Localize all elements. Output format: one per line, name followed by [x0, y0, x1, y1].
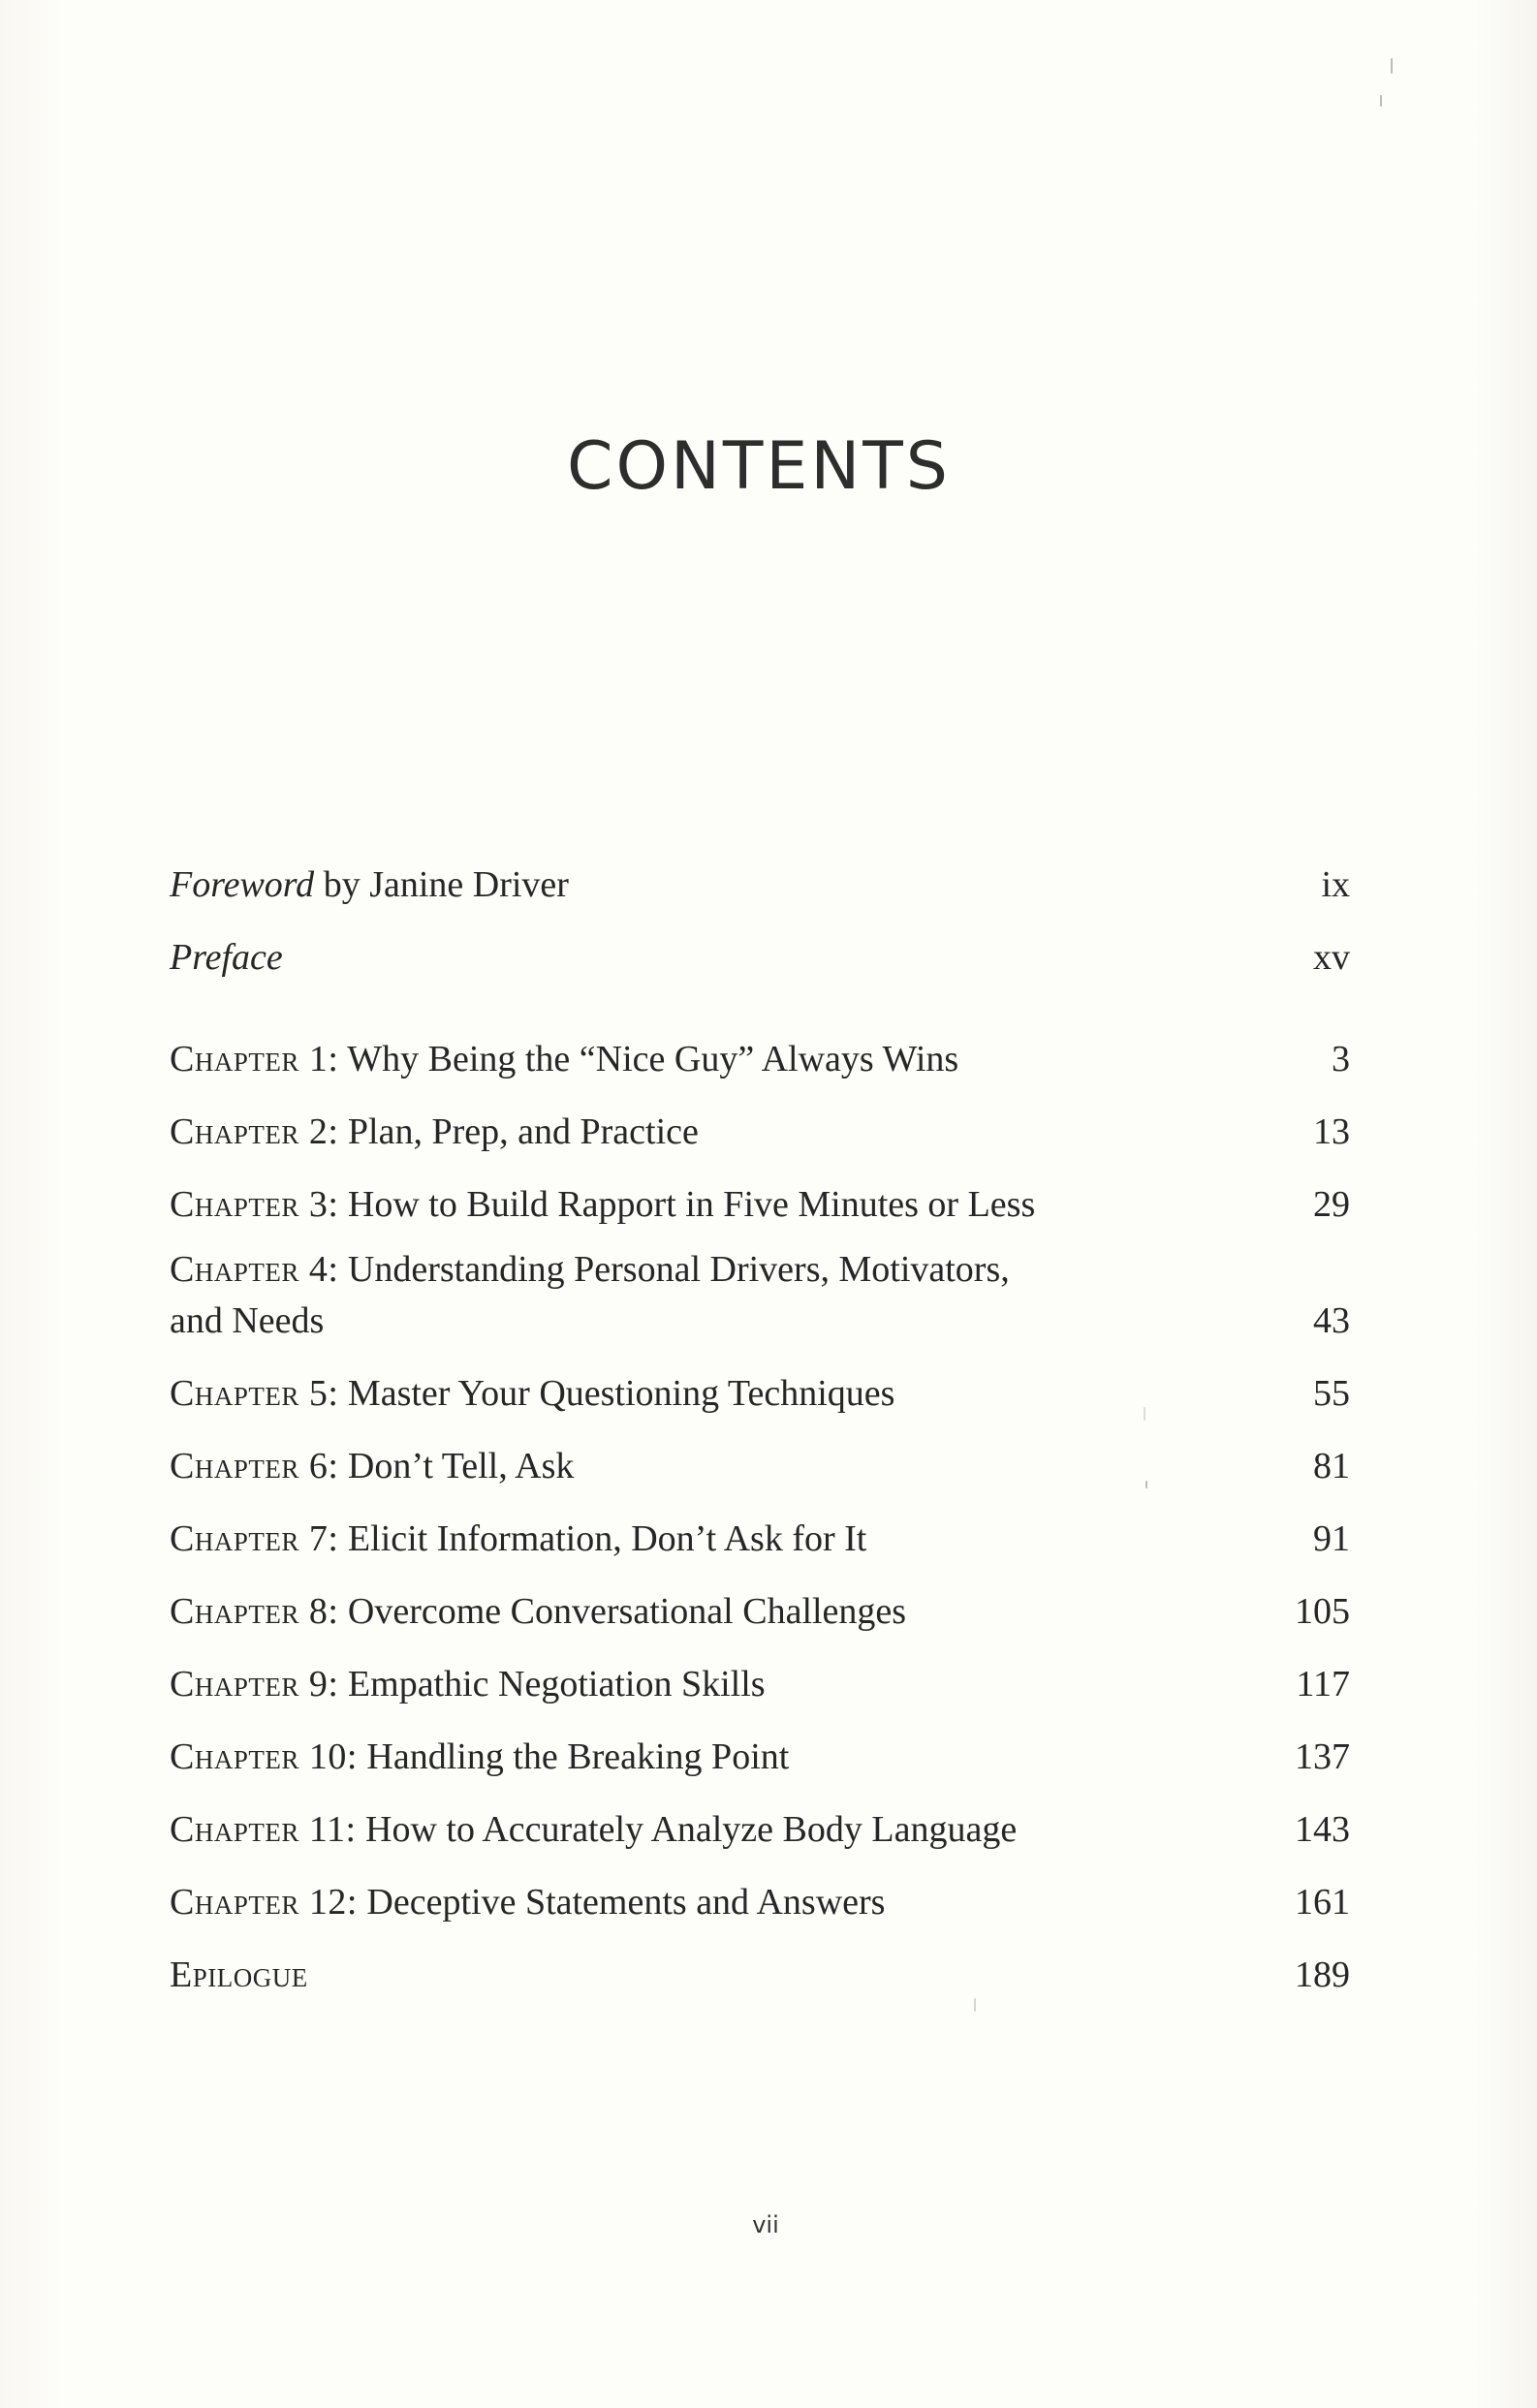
chapter-title: Handling the Breaking Point [357, 1736, 790, 1777]
page-number: 13 [1313, 1111, 1350, 1152]
chapter-prefix: Chapter 12: [170, 1882, 358, 1923]
chapter-title: Why Being the “Nice Guy” Always Wins [338, 1039, 959, 1079]
entry-label [170, 1659, 766, 1710]
page-number: 43 [1313, 1300, 1350, 1342]
chapter-prefix: Chapter 9: [170, 1664, 339, 1704]
entry-label [170, 1179, 1035, 1231]
entry-label [170, 1732, 789, 1783]
page-number: xv [1313, 937, 1350, 978]
entry-label [170, 1034, 958, 1085]
entry-label [170, 1244, 1010, 1347]
toc-entry-chapter-8[interactable] [170, 1586, 1350, 1638]
scan-artifact [974, 1998, 976, 2012]
chapter-prefix: Chapter 2: [170, 1111, 339, 1152]
entry-label [170, 1877, 885, 1928]
chapter-title: How to Accurately Analyze Body Language [356, 1809, 1018, 1850]
page-number: 81 [1313, 1446, 1350, 1486]
entry-label [170, 1441, 574, 1492]
page-title: CONTENTS [567, 428, 951, 505]
chapter-prefix: Chapter 11: [170, 1809, 357, 1850]
page-number: 29 [1313, 1184, 1350, 1225]
toc-entry-chapter-5[interactable] [170, 1368, 1350, 1420]
scan-artifact [1144, 1407, 1145, 1421]
entry-label [170, 1804, 1017, 1856]
entry-label: Epilogue [170, 1955, 308, 1995]
entry-label [170, 860, 569, 911]
entry-label [170, 1107, 699, 1158]
chapter-prefix: Chapter 3: [170, 1184, 339, 1225]
page-number: 189 [1295, 1955, 1350, 1995]
chapter-title: Don’t Tell, Ask [338, 1446, 575, 1486]
chapter-title: Deceptive Statements and Answers [357, 1882, 886, 1923]
toc-entry-chapter-9[interactable] [170, 1659, 1350, 1710]
toc-entry-chapter-2[interactable] [170, 1107, 1350, 1158]
chapter-title: How to Build Rapport in Five Minutes or Less [338, 1184, 1036, 1225]
chapter-prefix: Chapter 1: [170, 1039, 339, 1079]
entry-label [170, 1368, 894, 1420]
page-number: 137 [1295, 1736, 1350, 1777]
chapter-prefix: Chapter 10: [170, 1736, 358, 1777]
chapter-title-line2: and Needs [170, 1300, 325, 1342]
page-number: 161 [1295, 1882, 1350, 1923]
page-number: 91 [1313, 1518, 1350, 1559]
toc-entry-foreword[interactable] [170, 860, 1350, 911]
chapter-prefix: Chapter 4: [170, 1249, 339, 1290]
page-number: 117 [1296, 1664, 1350, 1704]
entry-label-italic: Foreword [170, 864, 315, 905]
page-number: 143 [1295, 1809, 1350, 1850]
chapter-prefix: Chapter 7: [170, 1518, 339, 1559]
entry-label: Preface [170, 937, 283, 978]
toc-entry-chapter-3[interactable] [170, 1179, 1350, 1231]
scan-artifact [1145, 1481, 1147, 1488]
toc-entry-chapter-11[interactable] [170, 1804, 1350, 1856]
page-folio: vii [752, 2211, 779, 2238]
toc-entry-chapter-4[interactable] [170, 1244, 1350, 1347]
chapter-title: Understanding Personal Drivers, Motivators, [338, 1249, 1010, 1290]
entry-label [170, 1514, 866, 1565]
chapter-prefix: Chapter 6: [170, 1446, 339, 1486]
chapter-title: Empathic Negotiation Skills [338, 1664, 766, 1704]
chapter-title: Elicit Information, Don’t Ask for It [338, 1518, 867, 1559]
toc-entry-chapter-10[interactable] [170, 1732, 1350, 1783]
scan-artifact [1391, 58, 1393, 74]
chapter-title: Master Your Questioning Techniques [338, 1373, 895, 1414]
entry-label-rest: by Janine Driver [314, 864, 569, 905]
toc-entry-preface[interactable] [170, 932, 1350, 984]
page-number: 55 [1313, 1373, 1350, 1414]
chapter-title: Plan, Prep, and Practice [338, 1111, 699, 1152]
toc-entry-epilogue[interactable] [170, 1950, 1350, 2001]
scan-artifact [1380, 95, 1382, 107]
chapter-prefix: Chapter 8: [170, 1591, 339, 1632]
page-number: ix [1321, 864, 1350, 905]
toc-entry-chapter-7[interactable] [170, 1514, 1350, 1565]
page-number: 105 [1295, 1591, 1350, 1632]
chapter-prefix: Chapter 5: [170, 1373, 339, 1414]
page-number: 3 [1332, 1039, 1350, 1079]
toc-entry-chapter-6[interactable] [170, 1441, 1350, 1492]
entry-label [170, 1586, 906, 1638]
chapter-title: Overcome Conversational Challenges [338, 1591, 907, 1632]
toc-entry-chapter-1[interactable] [170, 1034, 1350, 1085]
table-of-contents [170, 0, 1350, 2408]
toc-entry-chapter-12[interactable] [170, 1877, 1350, 1928]
